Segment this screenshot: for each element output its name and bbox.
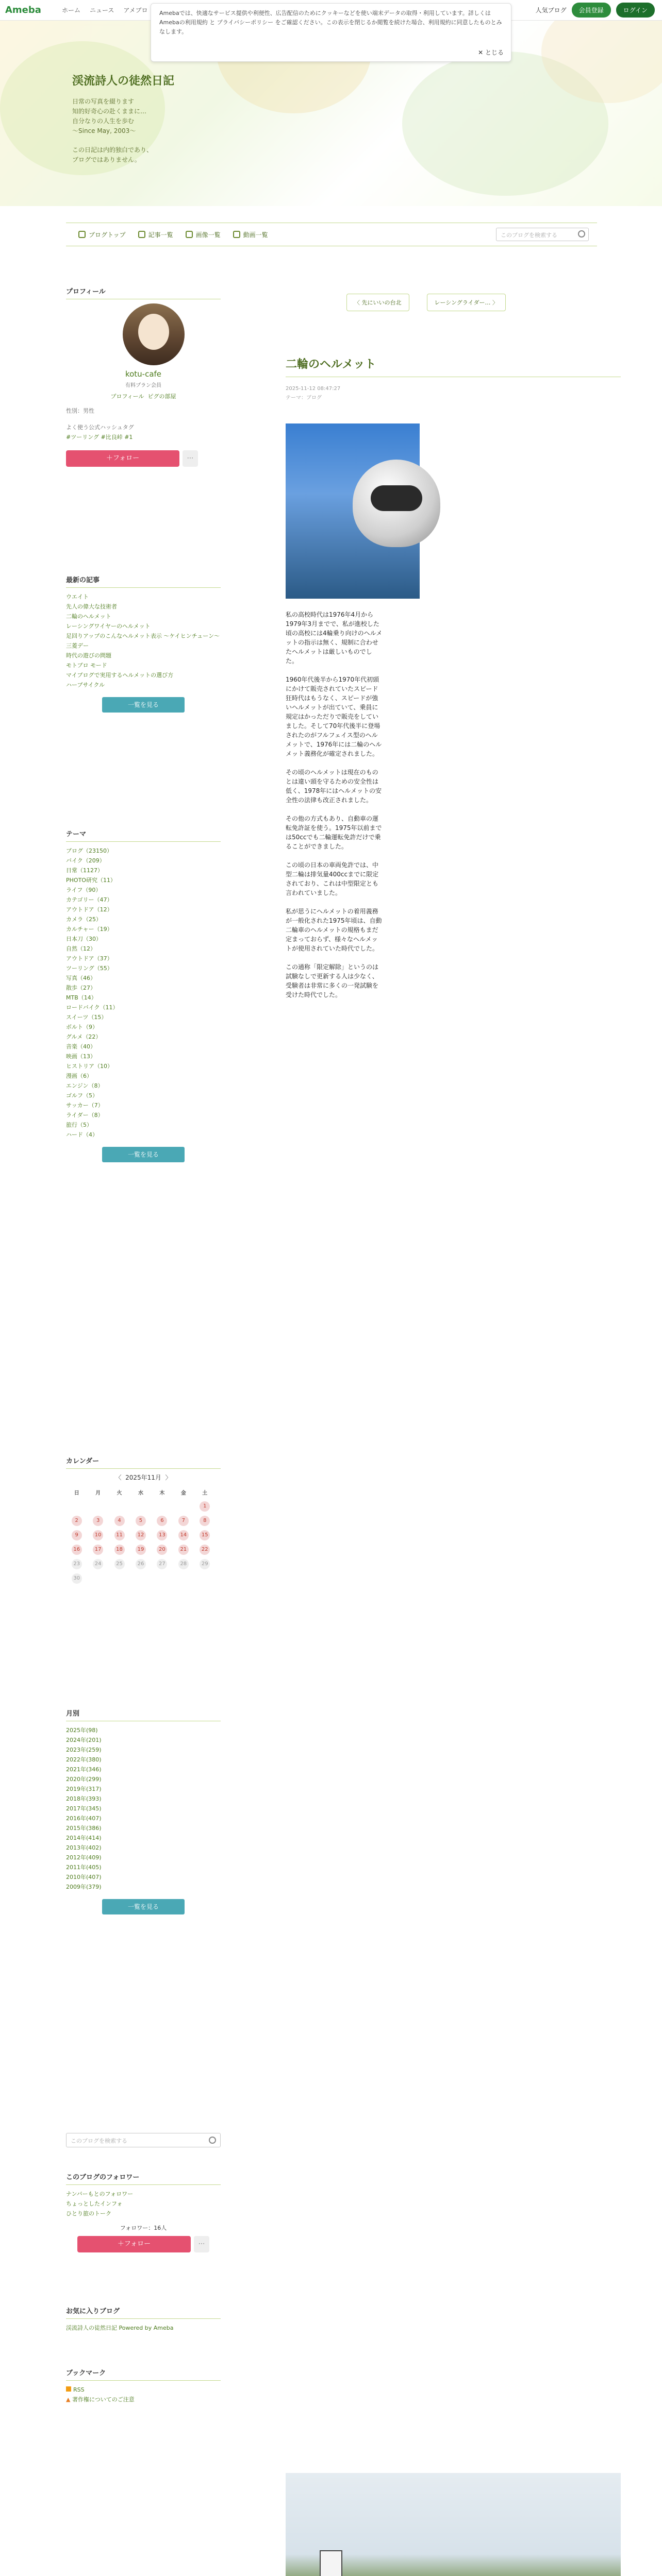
more-menu-button[interactable]: ⋯ <box>183 450 198 467</box>
calendar-day <box>152 1571 173 1586</box>
hashtag-link[interactable]: #ツーリング <box>66 434 99 440</box>
archive-link[interactable]: 2017年(345) <box>66 1805 102 1812</box>
theme-link[interactable]: ゴルフ（5） <box>66 1092 98 1099</box>
archive-link[interactable]: 2020年(299) <box>66 1776 102 1783</box>
follower-link[interactable]: ちょっとしたインフォ <box>66 2200 123 2207</box>
archive-link[interactable]: 2010年(407) <box>66 1874 102 1880</box>
profile-name[interactable]: kotu-cafe <box>125 369 162 379</box>
theme-link[interactable]: スイーツ（15） <box>66 1014 107 1021</box>
calendar-day-number: 21 <box>178 1545 189 1555</box>
favorite-heading: お気に入りブログ <box>66 2306 221 2319</box>
favorite-blog-link[interactable]: 渓流詩人の徒然日記 Powered by Ameba <box>66 2325 174 2331</box>
favorite-blog-section <box>66 2306 221 2333</box>
calendar-day-number: 30 <box>72 1573 82 1584</box>
article-paragraph: 私が思うにヘルメットの着用義務が一般化された1975年頃は、自動二輪車のヘルメットの規格もまだ定まっておらず、様々なヘルメットが使用されていた時代でした。 <box>286 908 382 952</box>
recent-articles-section <box>66 574 221 720</box>
cookie-close-button[interactable]: ✕ とじる <box>478 49 504 56</box>
prev-label: 先にいいの台北 <box>361 299 402 306</box>
theme-link[interactable]: グルメ（22） <box>66 1033 102 1040</box>
recent-article-link[interactable]: マイブログで実用するヘルメットの選び方 <box>66 672 174 679</box>
archive-link[interactable]: 2021年(346) <box>66 1766 102 1773</box>
article-date: 2025-11-12 08:47:27 <box>286 386 341 392</box>
calendar-day[interactable] <box>109 1514 130 1528</box>
calendar-month: 2025年11月 <box>125 1474 161 1481</box>
helmet-photo[interactable] <box>286 423 420 599</box>
blog-desc-line: 知的好奇心の赴くままに… <box>72 108 147 115</box>
visor-shape <box>371 485 422 511</box>
theme-link[interactable]: カメラ（25） <box>66 916 102 923</box>
search-icon[interactable] <box>209 2137 216 2144</box>
calendar-day-number: 16 <box>72 1545 82 1555</box>
calendar-day-number: 24 <box>93 1559 103 1569</box>
theme-link[interactable]: MTB（14） <box>66 994 97 1001</box>
road-photo-image <box>286 2473 621 2576</box>
popular-blog-link[interactable]: 人気ブログ <box>535 7 567 14</box>
copyright-link[interactable] <box>66 2395 221 2404</box>
calendar-day-number: 20 <box>157 1545 167 1555</box>
theme-link[interactable]: ライフ（90） <box>66 887 102 893</box>
archive-link[interactable]: 2022年(380) <box>66 1756 102 1763</box>
recent-article-link[interactable]: 時代の遊びの問題 <box>66 652 111 659</box>
calendar-day-number: 26 <box>136 1559 146 1569</box>
theme-link[interactable]: ロードバイク（11） <box>66 1004 119 1011</box>
theme-link[interactable]: ブログ（23150） <box>66 848 112 854</box>
prev-article-button[interactable]: 〈 先にいいの台北 <box>346 294 409 311</box>
followers-heading: このブログのフォロワー <box>66 2172 221 2185</box>
blog-desc-line: この日記は内的独白であり、 <box>72 146 153 154</box>
follower-follow-row <box>66 2236 221 2252</box>
archive-link[interactable]: 2013年(402) <box>66 1844 102 1851</box>
archive-section <box>66 1708 221 1922</box>
archive-link[interactable]: 2016年(407) <box>66 1815 102 1822</box>
calendar-day[interactable] <box>66 1528 87 1543</box>
archive-link[interactable]: 2014年(414) <box>66 1835 102 1841</box>
calendar-day[interactable] <box>194 1543 216 1557</box>
side-search-input[interactable] <box>66 2133 221 2147</box>
archive-more-button[interactable]: 一覧を見る <box>102 1899 185 1914</box>
follower-link[interactable]: ナンバーもとのフォロワー <box>66 2191 134 2197</box>
weekday-label: 金 <box>180 1490 186 1496</box>
hashtag-list <box>66 432 221 442</box>
theme-link[interactable]: 音楽（40） <box>66 1043 96 1050</box>
calendar-day[interactable] <box>66 1571 87 1586</box>
calendar-day-number: 18 <box>114 1545 125 1555</box>
cookie-notice <box>151 3 511 62</box>
weekday-label: 土 <box>202 1490 208 1496</box>
recent-article-link[interactable]: 足回りアップのこんなヘルメット表示 ～ケイヒンチューン～ 三菱デー <box>66 633 220 649</box>
side-search-section <box>66 2133 221 2147</box>
archive-heading: 月別 <box>66 1708 221 1721</box>
search-placeholder: このブログを検索する <box>501 232 557 239</box>
article-paragraph: この頃の日本の車両免許では、中型二輪は排気量400ccまでに限定されており、これは中型限定とも言われていました。 <box>286 861 379 896</box>
calendar-day[interactable] <box>109 1557 130 1571</box>
archive-link[interactable]: 2025年(98) <box>66 1727 98 1734</box>
next-month-arrow[interactable]: 〉 <box>165 1474 172 1481</box>
premium-badge: 有料プラン会員 <box>125 383 161 388</box>
theme-link[interactable]: 散歩（27） <box>66 985 96 991</box>
calendar-day[interactable] <box>130 1514 151 1528</box>
themes-heading: テーマ <box>66 828 221 842</box>
calendar-day-number: 12 <box>136 1530 146 1540</box>
road-sign <box>320 2550 342 2576</box>
archive-link[interactable]: 2011年(405) <box>66 1864 102 1871</box>
blog-search-input[interactable] <box>496 228 589 241</box>
blog-nav <box>66 223 597 246</box>
theme-link[interactable]: サッカー（7） <box>66 1102 104 1109</box>
archive-link[interactable]: 2024年(201) <box>66 1737 102 1743</box>
theme-link[interactable]: 映画（13） <box>66 1053 96 1060</box>
nav-label: 記事一覧 <box>148 231 173 239</box>
theme-link[interactable]: ハード（4） <box>66 1131 98 1138</box>
calendar-day <box>194 1571 216 1586</box>
rss-link[interactable] <box>66 2385 221 2395</box>
theme-link[interactable]: アウトドア（12） <box>66 906 113 913</box>
blog-desc-line: ～Since May, 2003～ <box>72 127 136 134</box>
blog-desc-line: 自分なりの人生を歩む <box>72 117 135 125</box>
article-title[interactable]: 二輪のヘルメット <box>286 355 621 377</box>
rss-label: RSS <box>73 2386 85 2393</box>
theme-link[interactable]: カテゴリー（47） <box>66 896 113 903</box>
archive-link[interactable]: 2015年(386) <box>66 1825 102 1832</box>
theme-link[interactable]: バイク（209） <box>66 857 105 864</box>
calendar-day[interactable] <box>109 1528 130 1543</box>
calendar-day-number: 11 <box>114 1530 125 1540</box>
calendar-day <box>173 1571 194 1586</box>
rss-icon <box>66 2386 71 2392</box>
side-search-placeholder: このブログを検索する <box>71 2138 127 2144</box>
themes-section <box>66 828 221 1170</box>
calendar-day[interactable] <box>66 1543 87 1557</box>
calendar-day[interactable] <box>87 1557 108 1571</box>
copyright-label: 著作権についてのご注意 <box>72 2396 135 2403</box>
bookmark-section <box>66 2367 221 2404</box>
article-paragraph: この通称「限定解除」というのは試験なしで更新する人は少なく、受験者は非常に多くの一発試験を受けた時代でした。 <box>286 963 379 998</box>
follower-count: フォロワー：16人 <box>120 2225 167 2231</box>
nav-news-link[interactable]: ニュース <box>89 7 114 14</box>
nav-home-link[interactable]: ホーム <box>61 7 80 14</box>
themes-list <box>66 846 221 1140</box>
calendar-day-number: 19 <box>136 1545 146 1555</box>
nav-video-list[interactable] <box>233 230 268 239</box>
followers-section <box>66 2172 221 2252</box>
theme-link[interactable]: ツーリング（55） <box>66 965 113 972</box>
home-icon <box>78 231 86 238</box>
calendar-day[interactable] <box>173 1514 194 1528</box>
calendar-day-number: 10 <box>93 1530 103 1540</box>
calendar-day[interactable] <box>194 1499 216 1514</box>
login-button[interactable]: ログイン <box>616 3 655 18</box>
profile-heading: プロフィール <box>66 286 221 299</box>
hashtag-label: よく使う公式ハッシュタグ <box>66 424 134 431</box>
calendar-day-number: 4 <box>114 1516 125 1526</box>
theme-link[interactable]: 漫画（6） <box>66 1073 92 1079</box>
calendar-day <box>87 1571 108 1586</box>
calendar-day[interactable] <box>87 1528 108 1543</box>
weekday-label: 木 <box>159 1490 165 1496</box>
nav-blog-top[interactable] <box>78 230 126 239</box>
calendar-day[interactable] <box>194 1528 216 1543</box>
calendar-day <box>173 1499 194 1514</box>
article-paragraph: その頃のヘルメットは現在のものとは違い頭を守るための安全性は低く、1978年にはヘルメットの安全性の法律も改正されました。 <box>286 769 382 804</box>
recent-article-link[interactable]: 先人の偉大な技術者 <box>66 603 117 610</box>
more-menu-button[interactable]: ⋯ <box>194 2236 209 2252</box>
article-paragraph: その他の方式もあり、自動車の運転免許証を使う。1975年以前までは50ccでも二輪運転免許だけで乗ることができました。 <box>286 815 382 850</box>
calendar-day[interactable] <box>130 1528 151 1543</box>
calendar-day[interactable] <box>173 1557 194 1571</box>
archive-link[interactable]: 2012年(409) <box>66 1854 102 1861</box>
signup-button[interactable]: 会員登録 <box>572 3 611 18</box>
calendar-day <box>87 1499 108 1514</box>
calendar-month-nav <box>66 1473 221 1482</box>
list-icon <box>138 231 145 238</box>
calendar-day[interactable] <box>66 1557 87 1571</box>
calendar-day-number: 25 <box>114 1559 125 1569</box>
recent-article-link[interactable]: ウエイト <box>66 594 89 600</box>
calendar-day-number: 27 <box>157 1559 167 1569</box>
profile-section <box>66 286 221 467</box>
article-body <box>286 610 384 999</box>
calendar-day-number: 14 <box>178 1530 189 1540</box>
road-photo[interactable] <box>286 2473 621 2576</box>
theme-link[interactable]: 写真（46） <box>66 975 96 981</box>
recent-more-button[interactable]: 一覧を見る <box>102 697 185 713</box>
global-nav <box>62 6 148 14</box>
calendar-day[interactable] <box>130 1543 151 1557</box>
recent-article-link[interactable]: レーシングワイヤーのヘルメット <box>66 623 151 630</box>
calendar-day[interactable] <box>109 1543 130 1557</box>
nav-ameblo-link[interactable]: アメブロ <box>123 7 148 14</box>
calendar-day-number: 8 <box>200 1516 210 1526</box>
video-icon <box>233 231 240 238</box>
theme-link[interactable]: 旅行（5） <box>66 1122 92 1128</box>
archive-link[interactable]: 2018年(393) <box>66 1795 102 1802</box>
calendar-day-number: 5 <box>136 1516 146 1526</box>
calendar-day-number: 28 <box>178 1559 189 1569</box>
next-label: レーシングライダー… <box>434 299 491 306</box>
calendar-day-number: 6 <box>157 1516 167 1526</box>
calendar-day[interactable] <box>152 1528 173 1543</box>
calendar-day[interactable] <box>173 1543 194 1557</box>
recent-article-link[interactable]: 二輪のヘルメット <box>66 613 111 620</box>
calendar-day[interactable] <box>87 1514 108 1528</box>
calendar-day[interactable] <box>87 1543 108 1557</box>
follow-row <box>66 450 221 467</box>
theme-link[interactable]: ライダー（8） <box>66 1112 104 1118</box>
bookmark-heading: ブックマーク <box>66 2367 221 2381</box>
follower-link[interactable]: ひとり旅のトーク <box>66 2210 111 2217</box>
theme-link[interactable]: 日本刀（30） <box>66 936 102 942</box>
hashtag-link[interactable]: #比良峠 <box>101 434 123 440</box>
calendar-day-number: 2 <box>72 1516 82 1526</box>
calendar-day-number: 23 <box>72 1559 82 1569</box>
calendar-day-number: 22 <box>200 1545 210 1555</box>
calendar-day-number: 9 <box>72 1530 82 1540</box>
calendar-grid <box>66 1485 216 1586</box>
theme-link[interactable]: ボルト（9） <box>66 1024 98 1030</box>
blog-description <box>72 97 153 165</box>
calendar-day[interactable] <box>173 1528 194 1543</box>
archive-list <box>66 1725 221 1892</box>
calendar-day[interactable] <box>194 1514 216 1528</box>
theme-link[interactable]: アウトドア（37） <box>66 955 113 962</box>
theme-link[interactable]: カルチャー（19） <box>66 926 113 933</box>
theme-link[interactable]: エンジン（8） <box>66 1082 104 1089</box>
calendar-day-number: 7 <box>178 1516 189 1526</box>
nav-label: 画像一覧 <box>195 231 221 239</box>
calendar-day <box>66 1499 87 1514</box>
calendar-day-number: 3 <box>93 1516 103 1526</box>
calendar-day-number: 13 <box>157 1530 167 1540</box>
pigg-room-link[interactable]: ピグの部屋 <box>147 393 176 400</box>
weekday-label: 月 <box>95 1490 101 1496</box>
recent-article-link[interactable]: モトブロ モード <box>66 662 107 669</box>
ameba-logo[interactable]: Ameba <box>5 5 41 15</box>
calendar-day <box>109 1499 130 1514</box>
calendar-day-number: 15 <box>200 1530 210 1540</box>
article-theme[interactable]: テーマ：ブログ <box>286 395 322 401</box>
blog-desc-line: 日常の写真を綴ります <box>72 98 135 105</box>
calendar-day[interactable] <box>152 1543 173 1557</box>
recent-article-link[interactable]: ハーブサイクル <box>66 682 105 688</box>
calendar-day <box>130 1571 151 1586</box>
profile-links <box>66 392 221 401</box>
follow-button[interactable]: ＋フォロー <box>66 450 179 467</box>
themes-more-button[interactable]: 一覧を見る <box>102 1147 185 1162</box>
search-icon[interactable] <box>578 230 585 238</box>
profile-link[interactable]: プロフィール <box>110 393 144 400</box>
warning-icon: ▲ <box>66 2396 71 2403</box>
calendar-day-number: 29 <box>200 1559 210 1569</box>
cookie-text: Amebaでは、快適なサービス提供や利便性、広告配信のためにクッキーなどを使い端末データの取得・利用しています。詳しくは Amebaの利用規約 と プライバシーポリシー をご確認ください。この表示を閉じるか閲覧を続けた場合、利用規約に同意したものとみなします。 <box>159 10 502 35</box>
nav-label: 動画一覧 <box>243 231 268 239</box>
weekday-label: 日 <box>74 1490 79 1496</box>
hashtag-link[interactable]: #1 <box>124 434 133 440</box>
weekday-label: 火 <box>117 1490 122 1496</box>
calendar-day <box>130 1499 151 1514</box>
theme-link[interactable]: PHOTO研究（11） <box>66 877 116 884</box>
profile-avatar[interactable] <box>123 303 185 365</box>
article-pager <box>346 294 506 311</box>
blog-title[interactable]: 渓流詩人の徒然日記 <box>72 75 175 88</box>
nav-article-list[interactable] <box>138 230 173 239</box>
calendar-day[interactable] <box>194 1557 216 1571</box>
prev-month-arrow[interactable]: 〈 <box>115 1474 122 1481</box>
theme-link[interactable]: ヒストリア（10） <box>66 1063 113 1070</box>
archive-link[interactable]: 2019年(317) <box>66 1786 102 1792</box>
blog-desc-line: ブログではありません。 <box>72 156 141 163</box>
article-paragraph: 私の高校時代は1976年4月から1979年3月までで、私が進校した頃の高校には4輪乗り向けのヘルメットの指示は無く、規制に合わせたヘルメットは厳しいものでした。 <box>286 611 383 665</box>
image-icon <box>186 231 193 238</box>
calendar-day-number: 1 <box>200 1501 210 1512</box>
calendar-day-number: 17 <box>93 1545 103 1555</box>
calendar-day[interactable] <box>130 1557 151 1571</box>
follow-button[interactable]: ＋フォロー <box>77 2236 191 2252</box>
calendar-day <box>109 1571 130 1586</box>
nav-image-list[interactable] <box>186 230 221 239</box>
archive-link[interactable]: 2009年(379) <box>66 1884 102 1890</box>
weekday-label: 水 <box>138 1490 143 1496</box>
calendar-day[interactable] <box>66 1514 87 1528</box>
theme-link[interactable]: 自然（12） <box>66 945 96 952</box>
calendar-day[interactable] <box>152 1514 173 1528</box>
calendar-day[interactable] <box>152 1557 173 1571</box>
article <box>286 299 621 1009</box>
profile-gender: 性別：男性 <box>66 408 94 414</box>
topbar-actions <box>536 3 655 18</box>
article-paragraph: 1960年代後半から1970年代初頭にかけて販売されていたスピード狂時代はもうなく、スピードが強いヘルメットが出ていて、乗員に規定はかっただりで販売をしていました。そして70年代後半に登場されたのがフルフェイス型のヘルメットで、1976年には二輪のヘルメット義務化が確定されました。 <box>286 676 382 757</box>
calendar-heading: カレンダー <box>66 1455 221 1469</box>
theme-link[interactable]: 日常（1127） <box>66 867 103 874</box>
recent-heading: 最新の記事 <box>66 574 221 588</box>
archive-link[interactable]: 2023年(259) <box>66 1747 102 1753</box>
calendar-section <box>66 1455 221 1586</box>
nav-label: ブログトップ <box>89 231 126 239</box>
next-article-button[interactable]: レーシングライダー… 〉 <box>427 294 506 311</box>
calendar-day <box>152 1499 173 1514</box>
